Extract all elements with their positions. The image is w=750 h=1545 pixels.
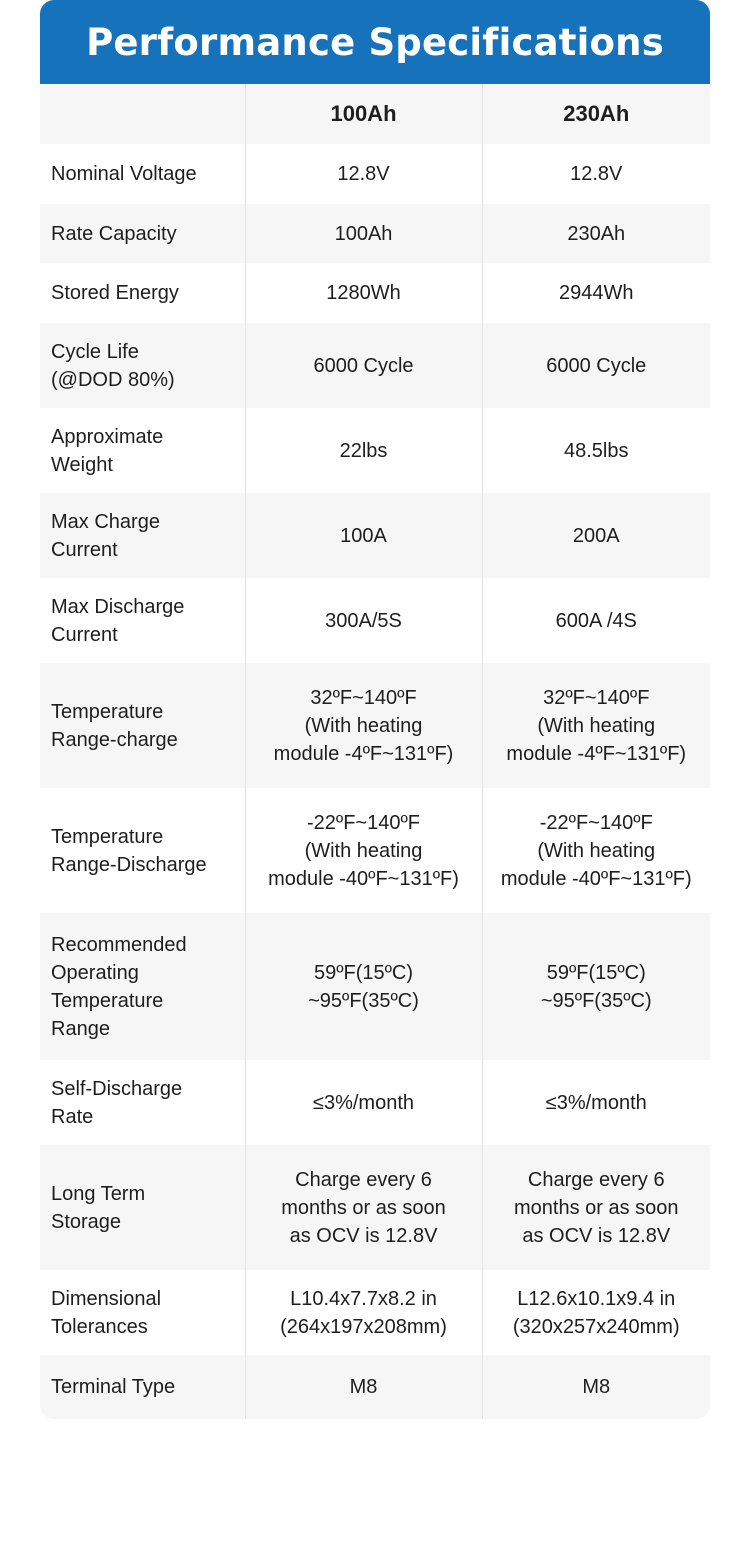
table-row [40,144,710,204]
value-100ah: L10.4x7.7x8.2 in (264x197x208mm) [245,1270,482,1355]
column-header-blank [40,84,245,144]
row-label: Stored Energy [40,263,245,323]
spec-card [40,0,710,1419]
value-100ah: -22ºF~140ºF (With heating module -40ºF~131ºF) [245,788,482,913]
table-row [40,663,710,788]
value-230ah: 48.5lbs [482,408,710,493]
row-label: Nominal Voltage [40,144,245,204]
table-row [40,263,710,323]
page-title: Performance Specifications [40,0,710,84]
column-header-100ah: 100Ah [245,84,482,144]
value-100ah: 100A [245,493,482,578]
value-230ah: 12.8V [482,144,710,204]
table-row [40,493,710,578]
table-row [40,323,710,408]
value-100ah: 22lbs [245,408,482,493]
value-100ah: 32ºF~140ºF (With heating module -4ºF~131ºF) [245,663,482,788]
table-row [40,913,710,1060]
row-label: Self-Discharge Rate [40,1060,245,1145]
table-header-row [40,84,710,144]
row-label: Temperature Range-charge [40,663,245,788]
row-label: Recommended Operating Temperature Range [40,913,245,1060]
value-230ah: 600A /4S [482,578,710,663]
table-row [40,408,710,493]
column-header-230ah: 230Ah [482,84,710,144]
value-230ah: -22ºF~140ºF (With heating module -40ºF~131ºF) [482,788,710,913]
row-label: Approximate Weight [40,408,245,493]
row-label: Cycle Life (@DOD 80%) [40,323,245,408]
table-row [40,204,710,263]
value-230ah: Charge every 6 months or as soon as OCV is 12.8V [482,1145,710,1270]
value-230ah: 200A [482,493,710,578]
row-label: Temperature Range-Discharge [40,788,245,913]
value-230ah: 59ºF(15ºC) ~95ºF(35ºC) [482,913,710,1060]
row-label: Max Charge Current [40,493,245,578]
row-label: Terminal Type [40,1355,245,1419]
value-230ah: 6000 Cycle [482,323,710,408]
value-100ah: 300A/5S [245,578,482,663]
value-230ah: 32ºF~140ºF (With heating module -4ºF~131ºF) [482,663,710,788]
value-230ah: ≤3%/month [482,1060,710,1145]
value-100ah: ≤3%/month [245,1060,482,1145]
value-100ah: 12.8V [245,144,482,204]
row-label: Long Term Storage [40,1145,245,1270]
table-row [40,1145,710,1270]
value-230ah: M8 [482,1355,710,1419]
table-row [40,788,710,913]
value-100ah: 59ºF(15ºC) ~95ºF(35ºC) [245,913,482,1060]
table-row [40,578,710,663]
spec-table [40,84,710,1419]
value-230ah: 2944Wh [482,263,710,323]
table-row [40,1355,710,1419]
table-row [40,1060,710,1145]
value-100ah: Charge every 6 months or as soon as OCV is 12.8V [245,1145,482,1270]
value-100ah: 100Ah [245,204,482,263]
value-100ah: 1280Wh [245,263,482,323]
row-label: Max Discharge Current [40,578,245,663]
value-230ah: L12.6x10.1x9.4 in (320x257x240mm) [482,1270,710,1355]
row-label: Dimensional Tolerances [40,1270,245,1355]
row-label: Rate Capacity [40,204,245,263]
value-230ah: 230Ah [482,204,710,263]
table-row [40,1270,710,1355]
value-100ah: 6000 Cycle [245,323,482,408]
value-100ah: M8 [245,1355,482,1419]
